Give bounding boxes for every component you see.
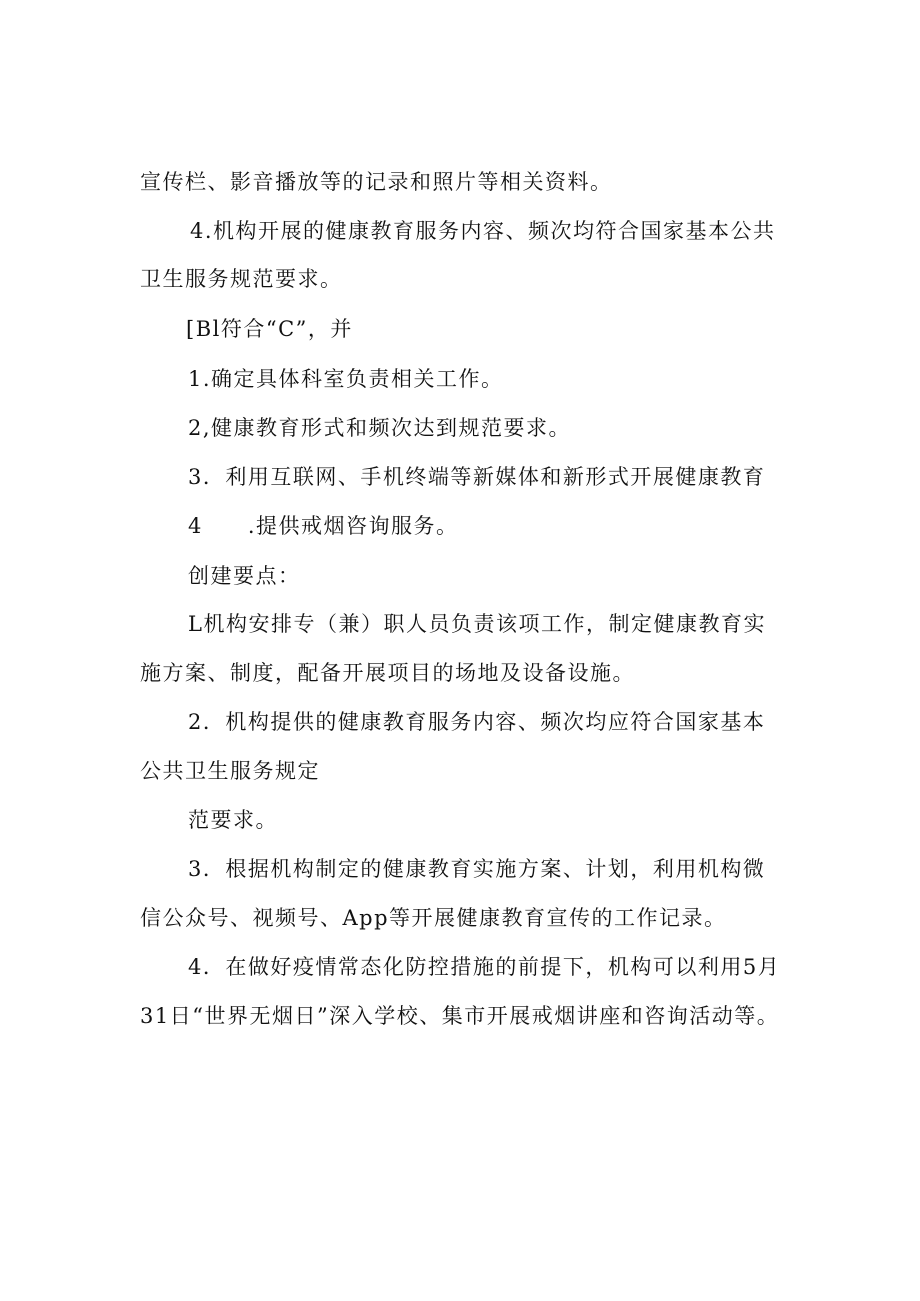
text-line: 范要求。: [188, 808, 278, 832]
text-line: 卫生服务规范要求。: [140, 267, 343, 291]
text-line: L机构安排专（兼）职人员负责该项工作，制定健康教育实: [188, 612, 766, 636]
section-heading: 创建要点：: [188, 564, 301, 588]
text-line: 宣传栏、影音播放等的记录和照片等相关资料。: [140, 170, 613, 194]
text-line: 4．在做好疫情常态化防控措施的前提下，机构可以利用5月: [188, 955, 781, 979]
text-line: 信公众号、视频号、App等开展健康教育宣传的工作记录。: [140, 906, 727, 930]
text-line: 2．机构提供的健康教育服务内容、频次均应符合国家基本: [188, 710, 766, 734]
text-line: 1.确定具体科室负责相关工作。: [188, 367, 504, 391]
text-line: [Bl符合“C”，并: [186, 317, 353, 341]
text-line: 公共卫生服务规定: [140, 759, 320, 783]
text-line: 4 .提供戒烟咨询服务。: [188, 514, 459, 538]
text-line: 3．根据机构制定的健康教育实施方案、计划，利用机构微: [188, 857, 766, 881]
text-line: 施方案、制度，配备开展项目的场地及设备设施。: [140, 661, 635, 685]
text-line: 2,健康教育形式和频次达到规范要求。: [188, 416, 572, 440]
text-line: 31日“世界无烟日”深入学校、集市开展戒烟讲座和咨询活动等。: [140, 1004, 780, 1028]
text-line: 3．利用互联网、手机终端等新媒体和新形式开展健康教育: [188, 465, 766, 489]
text-line: 4.机构开展的健康教育服务内容、频次均符合国家基本公共: [190, 219, 776, 243]
